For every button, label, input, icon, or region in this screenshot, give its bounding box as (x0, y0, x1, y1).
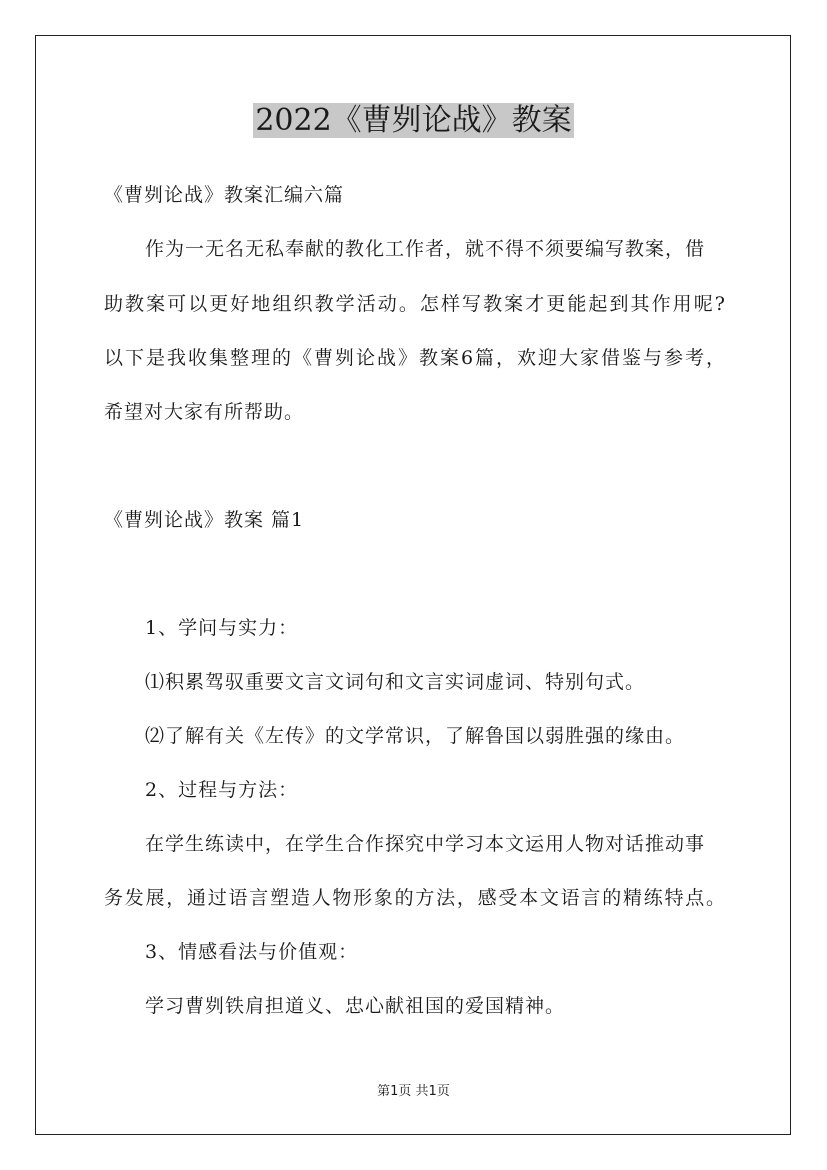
section-line-7: 3、情感看法与价值观： (145, 941, 359, 963)
section-line-3: ⑵了解有关《左传》的文学常识，了解鲁国以弱胜强的缘由。 (145, 725, 686, 747)
section-line-6: 务发展，通过语言塑造人物形象的方法，感受本文语言的精练特点。 (104, 887, 725, 909)
intro-line-1: 作为一无名无私奉献的教化工作者，就不得不须要编写教案，借 (145, 238, 706, 260)
intro-line-2: 助教案可以更好地组织教学活动。怎样写教案才更能起到其作用呢? (104, 293, 725, 315)
document-title-text: 2022《曹刿论战》教案 (255, 103, 572, 138)
intro-line-4: 希望对大家有所帮助。 (104, 401, 305, 423)
section-line-4: 2、过程与方法： (145, 779, 299, 801)
page-footer: 第1页 共1页 (377, 1084, 450, 1099)
section-heading: 《曹刿论战》教案 篇1 (104, 509, 305, 531)
section-line-1: 1、学问与实力： (145, 617, 299, 639)
intro-line-3: 以下是我收集整理的《曹刿论战》教案6篇，欢迎大家借鉴与参考， (104, 347, 725, 369)
document-subtitle: 《曹刿论战》教案汇编六篇 (104, 184, 345, 206)
section-line-5: 在学生练读中，在学生合作探究中学习本文运用人物对话推动事 (145, 833, 706, 855)
document-title (0, 101, 827, 141)
section-line-2: ⑴积累驾驭重要文言文词句和文言实词虚词、特别句式。 (145, 671, 646, 693)
section-line-8: 学习曹刿铁肩担道义、忠心献祖国的爱国精神。 (145, 995, 566, 1017)
